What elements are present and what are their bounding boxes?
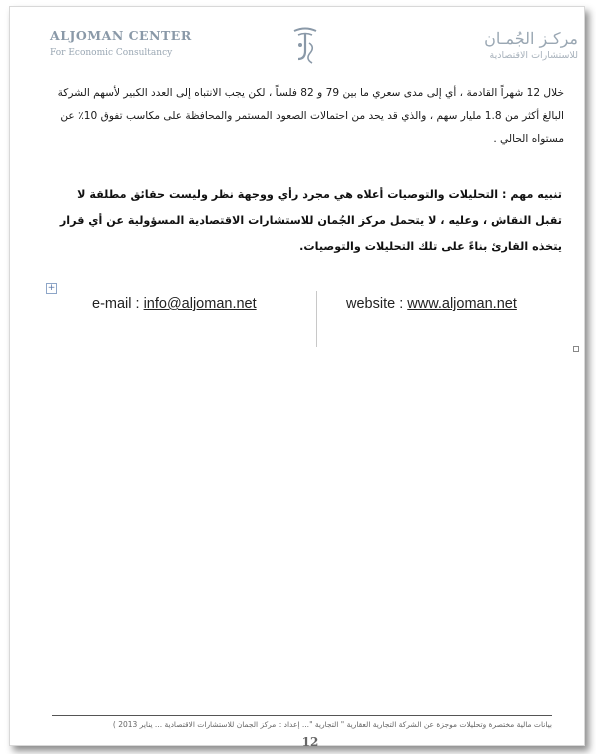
email-link[interactable]: info@aljoman.net xyxy=(143,296,257,312)
contact-email xyxy=(92,296,292,312)
brand-arabic-name: مركـز الجُمـان xyxy=(484,29,578,48)
contact-divider xyxy=(316,291,317,347)
brand-english xyxy=(50,29,210,59)
disclaimer-paragraph: تنبيه مهم : التحليلات والتوصيات أعلاه هي مجرد رأي ووجهة نظر وليست حقائق مطلقة لا تقبل النقاش ، وعليه ، لا يتحمل مركز الجُمان للاستشارات الاقتصادية المسؤولية عن أي قرار يتخذه القارئ بناءً على تلك التحليلات والتوصيات. xyxy=(59,188,562,253)
brand-english-name: ALJOMAN CENTER xyxy=(50,28,192,43)
brand-arabic-tagline: للاستشارات الاقتصادية xyxy=(489,50,578,61)
brand-english-tagline: For Economic Consultancy xyxy=(50,48,173,58)
website-label: website : xyxy=(346,296,408,312)
website-link[interactable]: www.aljoman.net xyxy=(407,296,517,312)
contact-website xyxy=(346,296,566,312)
aljoman-logo-icon xyxy=(290,25,320,67)
move-handle-icon[interactable]: + xyxy=(47,283,56,293)
body-paragraph-analysis: خلال 12 شهراً القادمة ، أي إلى مدى سعري ما بين 79 و 82 فلساً ، لكن يجب الانتباه إلى العدد الكبير لأسهم الشركة البالغ أكثر من 1.8 مليار سهم ، والذي قد يحد من احتمالات الصعود المستمر والمحافظة على مكاسب تفوق 10٪ عن مستواه الحالي . xyxy=(57,87,564,145)
email-label: e-mail : xyxy=(92,296,144,312)
page-number: 12 xyxy=(301,735,319,749)
footer-caption: بيانات مالية مختصرة وتحليلات موجزة عن الشركة التجارية العقارية " التجارية "... إعداد : مركز الجمان للاستشارات الاقتصادية ... يناير 2013 ) xyxy=(112,720,552,729)
document-page xyxy=(9,6,585,749)
table-end-marker xyxy=(573,346,579,352)
footer-rule xyxy=(52,715,552,716)
brand-arabic xyxy=(418,29,578,62)
